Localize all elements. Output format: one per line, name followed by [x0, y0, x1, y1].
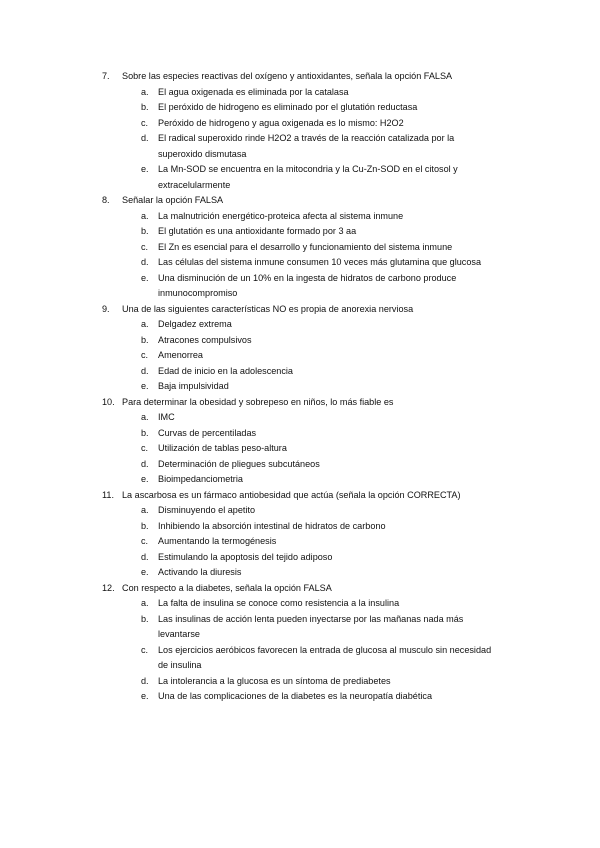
option-text: La Mn-SOD se encuentra en la mitocondria y la Cu-Zn-SOD en el citosol y extracelularmente: [158, 164, 458, 190]
answer-option: [0, 100, 600, 116]
option-text: Una de las complicaciones de la diabetes es la neuropatía diabética: [158, 691, 432, 701]
option-text: Los ejercicios aeróbicos favorecen la entrada de glucosa al musculo sin necesidad de insulina: [158, 644, 492, 670]
option-letter: c.: [141, 536, 149, 546]
option-text: La falta de insulina se conoce como resistencia a la insulina: [158, 598, 400, 608]
question-number: 7.: [102, 71, 110, 81]
answer-option: [0, 565, 600, 581]
option-letter: d.: [141, 257, 149, 267]
option-text: Activando la diuresis: [158, 567, 242, 577]
option-letter: e.: [141, 164, 149, 174]
answer-option: [0, 317, 600, 333]
option-letter: e.: [141, 691, 149, 701]
option-text: Baja impulsividad: [158, 381, 229, 391]
answer-option: [0, 689, 600, 705]
answer-option: [0, 271, 600, 302]
answer-option: [0, 441, 600, 457]
answer-option: [0, 612, 600, 643]
option-text: La intolerancia a la glucosa es un síntoma de prediabetes: [158, 675, 391, 686]
option-letter: a.: [141, 319, 149, 329]
option-letter: b.: [141, 102, 149, 112]
option-text: La malnutrición energético-proteica afecta al sistema inmune: [158, 210, 404, 221]
option-letter: a.: [141, 210, 149, 221]
answer-option: [0, 410, 600, 426]
option-letter: b.: [141, 520, 149, 531]
option-letter: a.: [141, 412, 149, 422]
option-text: Peróxido de hidrogeno y agua oxigenada es lo mismo: H2O2: [158, 117, 404, 128]
option-letter: b.: [141, 427, 149, 438]
option-text: Edad de inicio en la adolescencia: [158, 365, 293, 376]
question-10: [0, 395, 600, 411]
option-letter: a.: [141, 505, 149, 515]
question-8: [0, 193, 600, 209]
option-text: El Zn es esencial para el desarrollo y funcionamiento del sistema inmune: [158, 241, 453, 252]
option-text: Inhibiendo la absorción intestinal de hidratos de carbono: [158, 520, 386, 531]
option-text: Delgadez extrema: [158, 319, 232, 329]
answer-option: [0, 131, 600, 162]
answer-option: [0, 472, 600, 488]
option-text: Bioimpedanciometria: [158, 474, 243, 484]
answer-option: [0, 534, 600, 550]
question-list: [0, 69, 600, 705]
answer-option: [0, 162, 600, 193]
option-letter: e.: [141, 567, 149, 577]
answer-option: [0, 643, 600, 674]
option-letter: c.: [141, 241, 149, 252]
answer-option: [0, 364, 600, 380]
option-text: Las insulinas de acción lenta pueden inyectarse por las mañanas nada más levantarse: [158, 613, 464, 639]
answer-option: [0, 116, 600, 132]
question-9: [0, 302, 600, 318]
question-number: 12.: [102, 582, 115, 593]
answer-option: [0, 224, 600, 240]
question-number: 11.: [102, 489, 114, 500]
option-text: El peróxido de hidrogeno es eliminado por el glutatión reductasa: [158, 102, 418, 112]
answer-option: [0, 457, 600, 473]
answer-option: [0, 240, 600, 256]
option-text: IMC: [158, 412, 175, 422]
answer-option: [0, 596, 600, 612]
option-text: Atracones compulsivos: [158, 334, 252, 345]
option-letter: e.: [141, 474, 149, 484]
option-text: Utilización de tablas peso-altura: [158, 443, 287, 453]
option-letter: b.: [141, 334, 149, 345]
question-number: 10.: [102, 396, 115, 407]
option-letter: e.: [141, 272, 149, 283]
question-text: Para determinar la obesidad y sobrepeso en niños, lo más fiable es: [122, 396, 394, 407]
option-text: Determinación de pliegues subcutáneos: [158, 458, 320, 469]
answer-option: [0, 85, 600, 101]
option-text: Amenorrea: [158, 350, 203, 360]
option-letter: d.: [141, 458, 149, 469]
answer-option: [0, 333, 600, 349]
option-text: El radical superoxido rinde H2O2 a través de la reacción catalizada por la superoxido dismutasa: [158, 133, 455, 159]
answer-option: [0, 519, 600, 535]
answer-option: [0, 379, 600, 395]
question-text: Señalar la opción FALSA: [122, 195, 224, 205]
answer-option: [0, 255, 600, 271]
question-text: Una de las siguientes características NO es propia de anorexia nerviosa: [122, 303, 414, 314]
answer-option: [0, 674, 600, 690]
option-letter: d.: [141, 675, 149, 686]
option-letter: d.: [141, 365, 149, 376]
question-7: [0, 69, 600, 85]
option-text: Estimulando la apoptosis del tejido adiposo: [158, 551, 333, 562]
answer-option: [0, 550, 600, 566]
question-number: 8.: [102, 195, 110, 205]
option-letter: b.: [141, 226, 149, 236]
option-letter: c.: [141, 117, 149, 128]
option-text: Las células del sistema inmune consumen 10 veces más glutamina que glucosa: [158, 257, 482, 267]
option-text: Disminuyendo el apetito: [158, 505, 256, 515]
option-letter: b.: [141, 613, 149, 624]
answer-option: [0, 503, 600, 519]
option-text: Curvas de percentiladas: [158, 427, 257, 438]
option-text: Aumentando la termogénesis: [158, 536, 277, 546]
option-letter: a.: [141, 86, 149, 97]
answer-option: [0, 209, 600, 225]
option-letter: e.: [141, 381, 149, 391]
option-letter: c.: [141, 350, 149, 360]
option-letter: d.: [141, 551, 149, 562]
option-letter: a.: [141, 598, 149, 608]
answer-option: [0, 426, 600, 442]
option-letter: c.: [141, 644, 149, 655]
option-letter: d.: [141, 133, 149, 143]
question-number: 9.: [102, 303, 110, 314]
question-11: [0, 488, 600, 504]
question-12: [0, 581, 600, 597]
option-text: El agua oxigenada es eliminada por la catalasa: [158, 86, 349, 97]
question-text: Con respecto a la diabetes, señala la opción FALSA: [122, 582, 332, 593]
question-text: Sobre las especies reactivas del oxígeno y antioxidantes, señala la opción FALSA: [122, 71, 453, 81]
question-text: La ascarbosa es un fármaco antiobesidad que actúa (señala la opción CORRECTA): [122, 489, 461, 500]
answer-option: [0, 348, 600, 364]
option-text: Una disminución de un 10% en la ingesta de hidratos de carbono produce inmunocompromiso: [158, 272, 457, 298]
option-text: El glutatión es una antioxidante formado por 3 aa: [158, 226, 357, 236]
option-letter: c.: [141, 443, 149, 453]
